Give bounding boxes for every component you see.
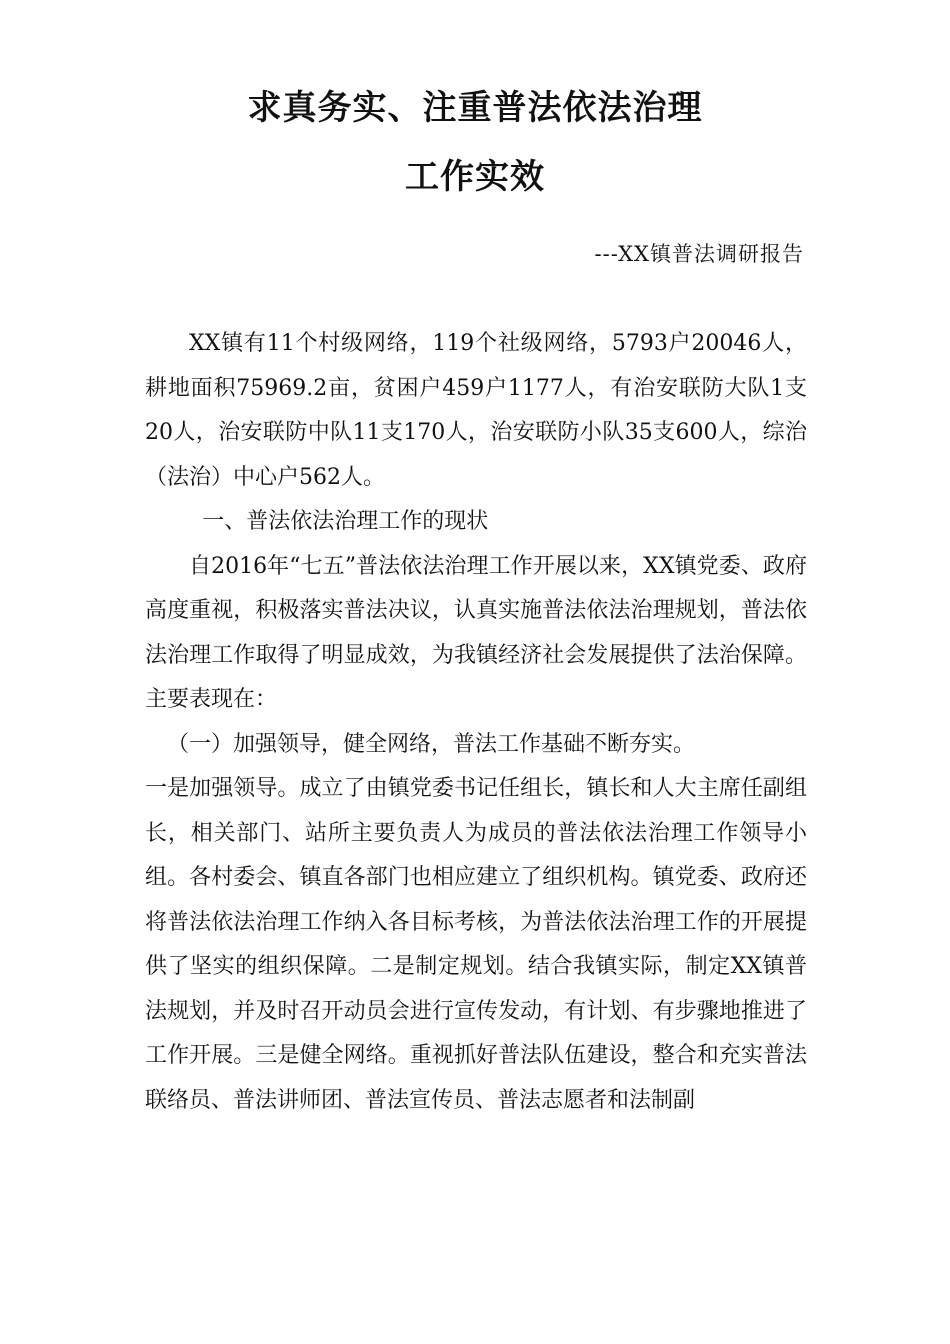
subsection-heading: （一）加强领导，健全网络，普法工作基础不断夯实。 <box>167 731 696 757</box>
paragraph-overview: XX镇有11个村级网络，119个社级网络，5793户20046人，耕地面积75969.2亩，贫困户459户1177人，有治安联防大队1支20人，治安联防中队11支170人，治安联防小队35支600人，综治（法治）中心户562人。 <box>145 331 807 490</box>
document-title-line-2: 工作实效 <box>405 157 545 197</box>
document-body <box>145 322 807 1123</box>
paragraph-details: 一是加强领导。成立了由镇党委书记任组长，镇长和人大主席任副组长，相关部门、站所主要负责人为成员的普法依法治理工作领导小组。各村委会、镇直各部门也相应建立了组织机构。镇党委、政府还将普法依法治理工作纳入各目标考核，为普法依法治理工作的开展提供了坚实的组织保障。二是制定规划。结合我镇实际，制定XX镇普法规划，并及时召开动员会进行宣传发动，有计划、有步骤地推进了工作开展。三是健全网络。重视抓好普法队伍建设，整合和充实普法联络员、普法讲师团、普法宣传员、普法志愿者和法制副 <box>145 776 807 1113</box>
paragraph-intro: 自2016年“七五”普法依法治理工作开展以来，XX镇党委、政府高度重视，积极落实普法决议，认真实施普法依法治理规划，普法依法治理工作取得了明显成效，为我镇经济社会发展提供了法治保障。主要表现在： <box>145 553 807 712</box>
document-title-line-1: 求真务实、注重普法依法治理 <box>247 88 703 128</box>
section-heading: 一、普法依法治理工作的现状 <box>202 509 489 534</box>
document-subtitle: ---XX镇普法调研报告 <box>594 242 804 266</box>
